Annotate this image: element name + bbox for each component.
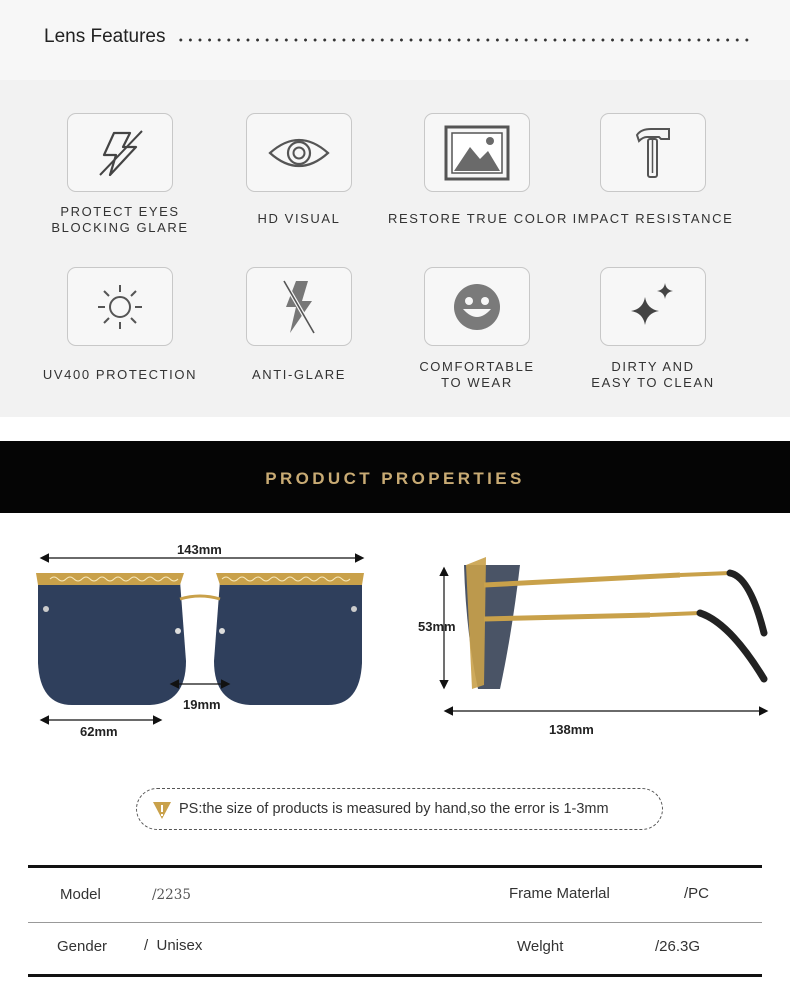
- product-properties-banner: [0, 441, 790, 513]
- sun-icon: [67, 267, 173, 346]
- feature-label-line: DIRTY AND: [611, 359, 695, 374]
- lens-width-label: 62mm: [80, 724, 118, 739]
- frame-material-label: Frame Materlal: [509, 885, 610, 902]
- gender-value: / Unisex: [144, 937, 203, 954]
- model-label: Model: [60, 886, 101, 903]
- feature-label: UV400 PROTECTION: [42, 367, 198, 382]
- side-view-glasses: [400, 513, 790, 783]
- eye-icon: [246, 113, 352, 192]
- feature-label-line: TO WEAR: [441, 375, 513, 390]
- lens-features-header: [0, 0, 790, 80]
- lightning-icon: [67, 113, 173, 192]
- total-width-label: 143mm: [177, 542, 222, 557]
- feature-label: [30, 204, 210, 236]
- feature-label: RESTORE TRUE COLOR: [387, 211, 568, 226]
- table-divider: [28, 922, 762, 923]
- model-value: /2235: [152, 887, 191, 903]
- note-text: PS:the size of products is measured by hand,so the error is 1-3mm: [179, 801, 609, 817]
- feature-label: [387, 359, 567, 391]
- crossed-lightning-icon: [246, 267, 352, 346]
- feature-label-line: COMFORTABLE: [419, 359, 535, 374]
- feature-label-line: PROTECT EYES: [60, 204, 180, 219]
- smiley-icon: [424, 267, 530, 346]
- hammer-icon: [600, 113, 706, 192]
- feature-label-line: BLOCKING GLARE: [51, 220, 189, 235]
- lens-height-label: 53mm: [418, 619, 456, 634]
- banner-title: PRODUCT PROPERTIES: [265, 469, 525, 488]
- dimensions-area: [0, 513, 790, 783]
- table-bottom-border: [28, 974, 762, 977]
- gender-label: Gender: [57, 938, 108, 955]
- bridge-width-label: 19mm: [183, 697, 221, 712]
- feature-label-line: EASY TO CLEAN: [591, 375, 715, 390]
- lens-features-title: Lens Features: [44, 26, 166, 47]
- sparkle-icon: [600, 267, 706, 346]
- feature-label: HD VISUAL: [257, 211, 341, 226]
- weight-label: Welght: [517, 938, 564, 955]
- dotted-divider: [176, 37, 754, 43]
- measurement-note: [136, 788, 663, 830]
- temple-length-label: 138mm: [549, 722, 594, 737]
- feature-label: ANTI-GLARE: [251, 367, 346, 382]
- warning-icon: [151, 800, 173, 825]
- features-grid: [0, 80, 790, 417]
- weight-value: /26.3G: [655, 938, 701, 955]
- frame-material-value: /PC: [684, 885, 710, 902]
- picture-icon: [424, 113, 530, 192]
- feature-label: IMPACT RESISTANCE: [572, 211, 734, 226]
- feature-label: [563, 359, 743, 391]
- table-top-border: [28, 865, 762, 868]
